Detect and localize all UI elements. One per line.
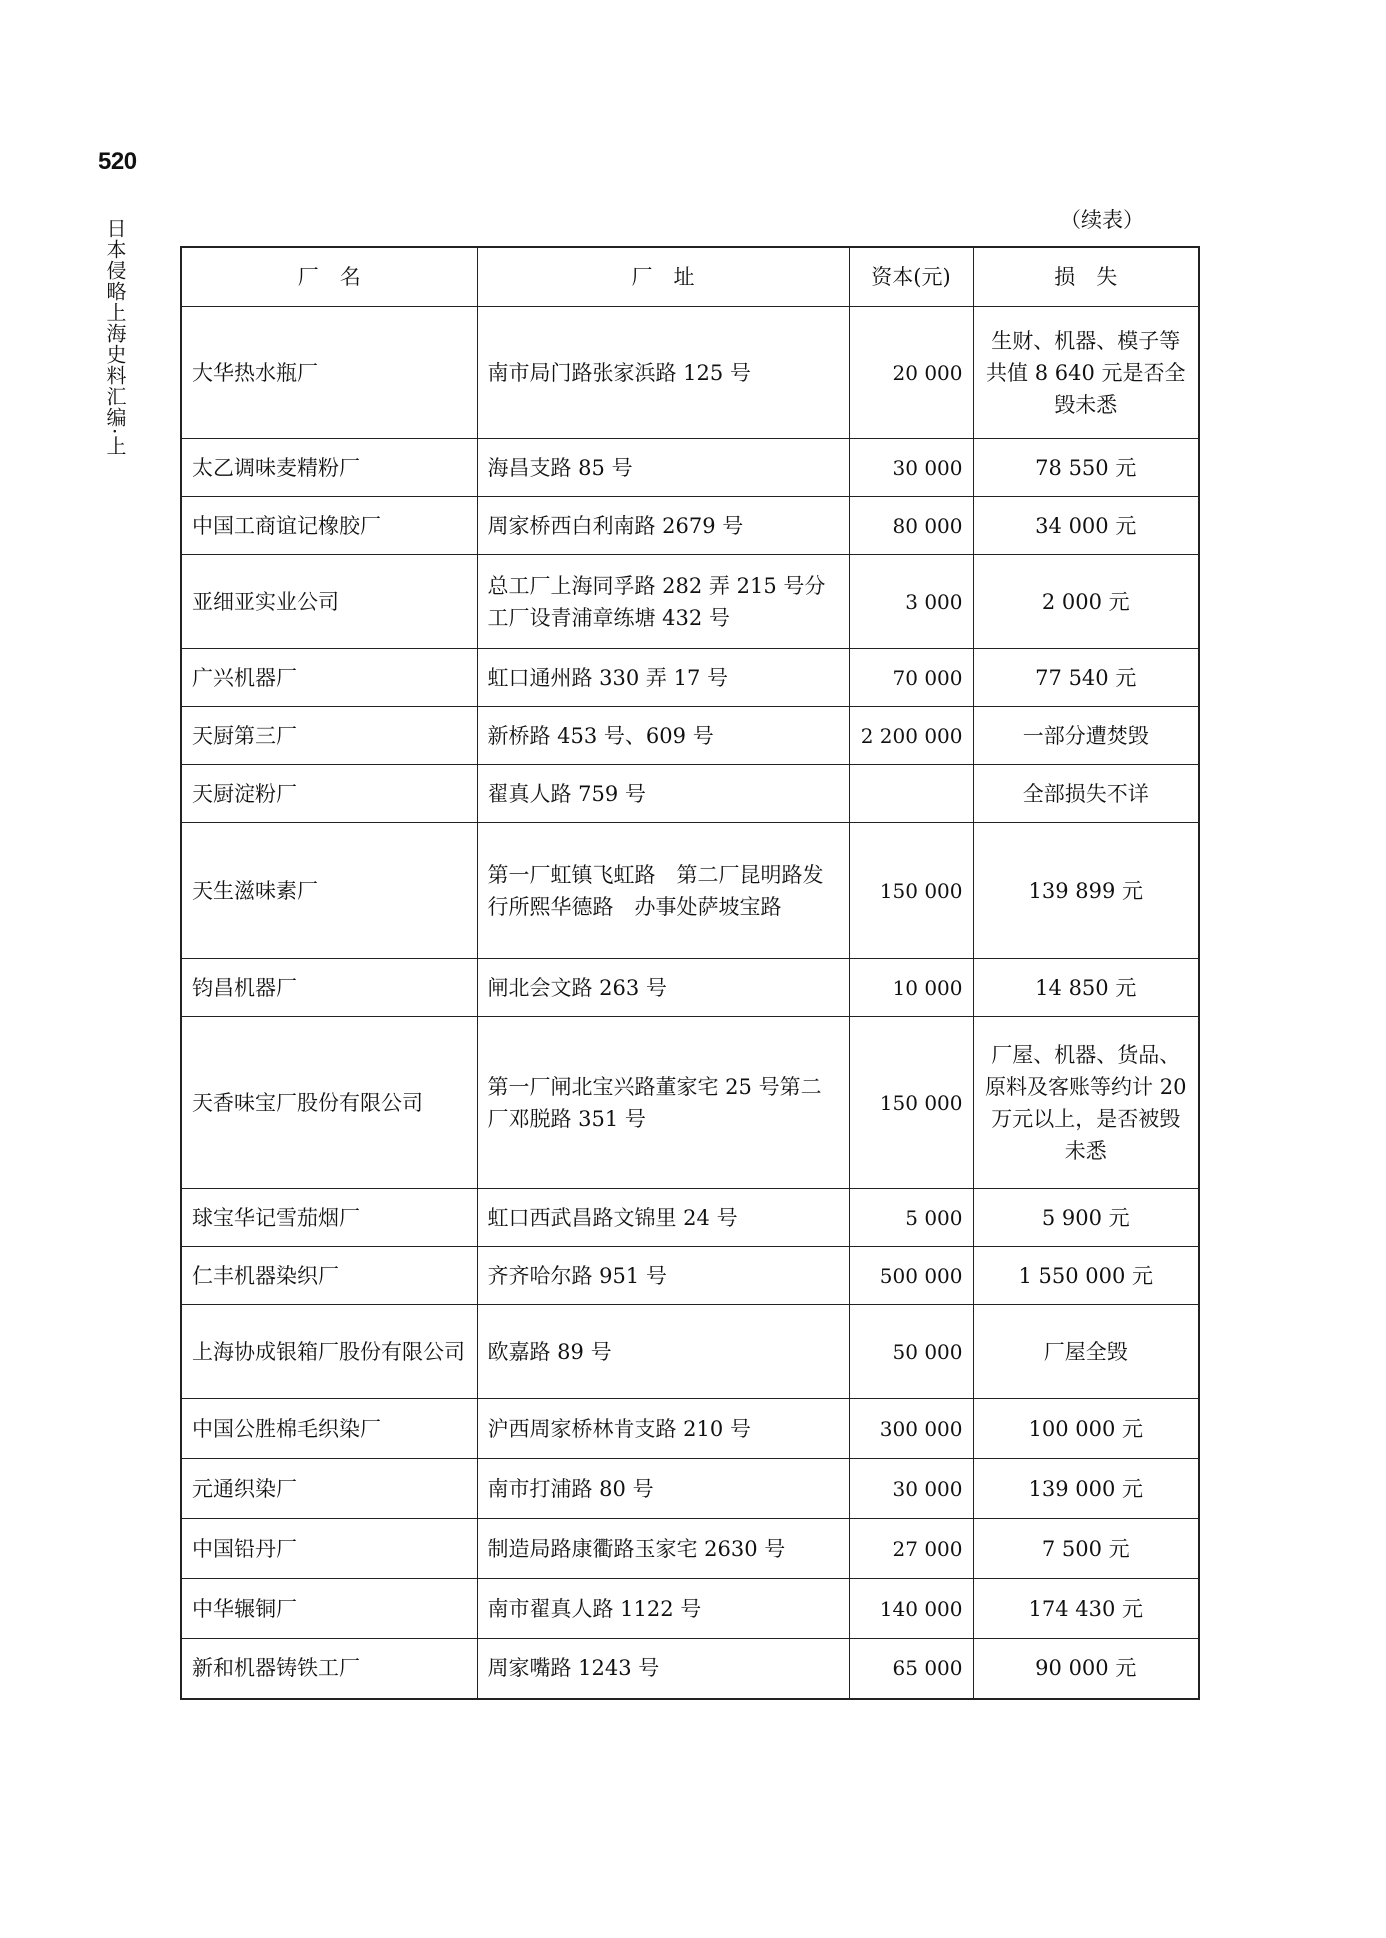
factory-name-cell: 天生滋味素厂 [181, 823, 477, 959]
capital-cell: 2 200 000 [849, 707, 973, 765]
factory-name-cell: 钧昌机器厂 [181, 959, 477, 1017]
loss-cell: 14 850 元 [973, 959, 1199, 1017]
factory-address-cell: 欧嘉路 89 号 [477, 1305, 849, 1399]
capital-cell: 150 000 [849, 1017, 973, 1189]
continued-label: （续表） [1060, 208, 1144, 232]
loss-cell: 1 550 000 元 [973, 1247, 1199, 1305]
factory-name-cell: 天厨淀粉厂 [181, 765, 477, 823]
factory-address-cell: 新桥路 453 号、609 号 [477, 707, 849, 765]
capital-cell: 140 000 [849, 1579, 973, 1639]
factory-name-cell: 新和机器铸铁工厂 [181, 1639, 477, 1699]
loss-cell: 厂屋、机器、货品、原料及客账等约计 20 万元以上，是否被毁未悉 [973, 1017, 1199, 1189]
factory-name-cell: 球宝华记雪茄烟厂 [181, 1189, 477, 1247]
factory-name-cell: 中华辗铜厂 [181, 1579, 477, 1639]
loss-cell: 100 000 元 [973, 1399, 1199, 1459]
capital-cell: 300 000 [849, 1399, 973, 1459]
factory-address-cell: 南市局门路张家浜路 125 号 [477, 307, 849, 439]
factory-address-cell: 第一厂虹镇飞虹路 第二厂昆明路发行所熙华德路 办事处萨坡宝路 [477, 823, 849, 959]
factory-address-cell: 南市翟真人路 1122 号 [477, 1579, 849, 1639]
header-capital: 资本(元) [849, 247, 973, 307]
factory-address-cell: 闸北会文路 263 号 [477, 959, 849, 1017]
factory-address-cell: 翟真人路 759 号 [477, 765, 849, 823]
table-row [181, 823, 1199, 959]
table-row [181, 1189, 1199, 1247]
table-row [181, 1639, 1199, 1699]
table-row [181, 307, 1199, 439]
factory-name-cell: 大华热水瓶厂 [181, 307, 477, 439]
factory-address-cell: 虹口通州路 330 弄 17 号 [477, 649, 849, 707]
factory-name-cell: 天厨第三厂 [181, 707, 477, 765]
loss-cell: 90 000 元 [973, 1639, 1199, 1699]
table-row [181, 555, 1199, 649]
loss-cell: 全部损失不详 [973, 765, 1199, 823]
table-row [181, 1399, 1199, 1459]
table-row [181, 1579, 1199, 1639]
factory-address-cell: 制造局路康衢路玉家宅 2630 号 [477, 1519, 849, 1579]
table-row [181, 1017, 1199, 1189]
capital-cell: 20 000 [849, 307, 973, 439]
factory-name-cell: 亚细亚实业公司 [181, 555, 477, 649]
factory-address-cell: 海昌支路 85 号 [477, 439, 849, 497]
table-row [181, 649, 1199, 707]
factory-address-cell: 虹口西武昌路文锦里 24 号 [477, 1189, 849, 1247]
table-body [181, 307, 1199, 1699]
factory-name-cell: 天香味宝厂股份有限公司 [181, 1017, 477, 1189]
capital-cell: 5 000 [849, 1189, 973, 1247]
table-row [181, 707, 1199, 765]
loss-cell: 139 899 元 [973, 823, 1199, 959]
capital-cell: 30 000 [849, 439, 973, 497]
loss-cell: 78 550 元 [973, 439, 1199, 497]
table-row [181, 1305, 1199, 1399]
loss-cell: 34 000 元 [973, 497, 1199, 555]
factory-address-cell: 总工厂上海同孚路 282 弄 215 号分工厂设青浦章练塘 432 号 [477, 555, 849, 649]
loss-cell: 生财、机器、模子等共值 8 640 元是否全毁未悉 [973, 307, 1199, 439]
header-factory-name: 厂 名 [181, 247, 477, 307]
running-title: 日本侵略上海史料汇编·上 [103, 218, 127, 457]
capital-cell: 27 000 [849, 1519, 973, 1579]
table-row [181, 1459, 1199, 1519]
factory-address-cell: 周家桥西白利南路 2679 号 [477, 497, 849, 555]
factory-address-cell: 齐齐哈尔路 951 号 [477, 1247, 849, 1305]
loss-cell: 7 500 元 [973, 1519, 1199, 1579]
factory-name-cell: 中国工商谊记橡胶厂 [181, 497, 477, 555]
factory-name-cell: 元通织染厂 [181, 1459, 477, 1519]
factory-name-cell: 广兴机器厂 [181, 649, 477, 707]
factory-address-cell: 南市打浦路 80 号 [477, 1459, 849, 1519]
factory-loss-table [180, 246, 1200, 1700]
table-row [181, 959, 1199, 1017]
capital-cell: 10 000 [849, 959, 973, 1017]
header-factory-address: 厂 址 [477, 247, 849, 307]
page-number: 520 [98, 148, 137, 175]
table-row [181, 765, 1199, 823]
loss-cell: 厂屋全毁 [973, 1305, 1199, 1399]
table-row [181, 497, 1199, 555]
capital-cell: 3 000 [849, 555, 973, 649]
factory-name-cell: 上海协成银箱厂股份有限公司 [181, 1305, 477, 1399]
factory-name-cell: 太乙调味麦精粉厂 [181, 439, 477, 497]
table-header-row [181, 247, 1199, 307]
capital-cell: 50 000 [849, 1305, 973, 1399]
capital-cell: 80 000 [849, 497, 973, 555]
loss-cell: 一部分遭焚毁 [973, 707, 1199, 765]
factory-address-cell: 周家嘴路 1243 号 [477, 1639, 849, 1699]
header-loss: 损 失 [973, 247, 1199, 307]
capital-cell [849, 765, 973, 823]
loss-cell: 5 900 元 [973, 1189, 1199, 1247]
table-row [181, 439, 1199, 497]
factory-name-cell: 中国铅丹厂 [181, 1519, 477, 1579]
capital-cell: 70 000 [849, 649, 973, 707]
loss-cell: 174 430 元 [973, 1579, 1199, 1639]
capital-cell: 150 000 [849, 823, 973, 959]
table-row [181, 1247, 1199, 1305]
loss-cell: 77 540 元 [973, 649, 1199, 707]
loss-cell: 139 000 元 [973, 1459, 1199, 1519]
table-row [181, 1519, 1199, 1579]
loss-cell: 2 000 元 [973, 555, 1199, 649]
factory-address-cell: 第一厂闸北宝兴路董家宅 25 号第二厂邓脱路 351 号 [477, 1017, 849, 1189]
capital-cell: 30 000 [849, 1459, 973, 1519]
capital-cell: 65 000 [849, 1639, 973, 1699]
factory-name-cell: 仁丰机器染织厂 [181, 1247, 477, 1305]
capital-cell: 500 000 [849, 1247, 973, 1305]
factory-name-cell: 中国公胜棉毛织染厂 [181, 1399, 477, 1459]
factory-address-cell: 沪西周家桥林肯支路 210 号 [477, 1399, 849, 1459]
